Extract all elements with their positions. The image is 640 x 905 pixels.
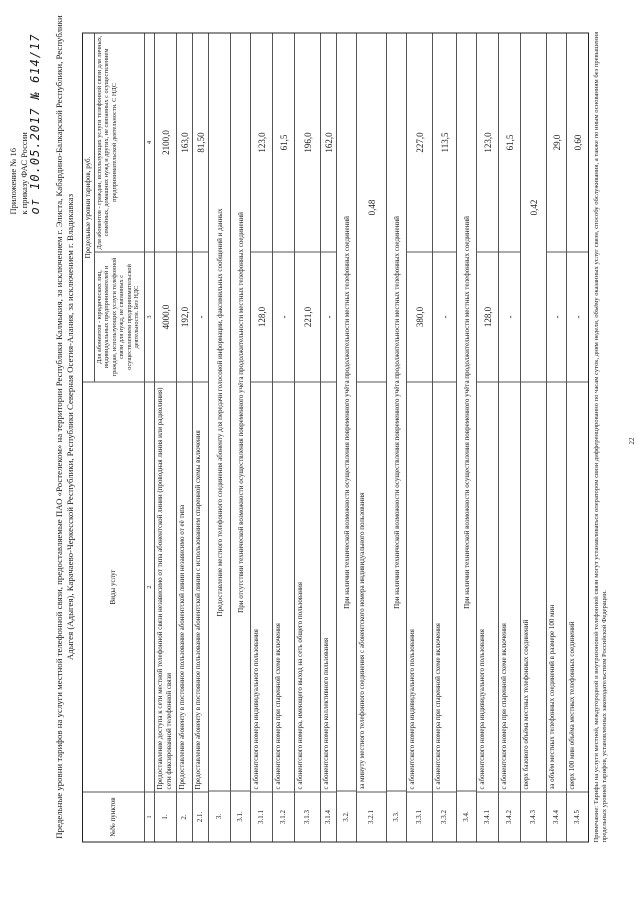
table-row <box>273 34 295 842</box>
row-name: с абонентского номера, имеющего выход на сеть общего пользования <box>295 382 320 792</box>
row-num: 3.1.1 <box>251 792 272 842</box>
row-value-b: 162,0 <box>323 132 334 153</box>
row-value-a: - <box>547 252 566 382</box>
row-value-a: - <box>193 252 208 382</box>
column-header-group: Предельные уровни тарифов, руб. <box>83 34 95 382</box>
row-value-a: - <box>499 252 520 382</box>
row-value-a: 380,0 <box>407 252 432 382</box>
row-value-b: 113,5 <box>439 132 450 153</box>
column-header-name: Виды услуг <box>83 382 144 792</box>
notes-paragraph: Примечание: Тарифы на услуги местной, междугородной и внутризоновой телефонной связи могут устанавливаться оператором связи дифференцированно по часам суток, дням недели, объёму оказанных услуг связи, способу обслуживания, а также по иным основаниям без превышения предельных уровней тарифов, установленных законодательством Российской Федерации. <box>593 31 608 843</box>
appendix-label: Приложение № 16 <box>8 148 18 215</box>
row-num: 3.4.2 <box>499 792 520 842</box>
row-value-b: 61,5 <box>278 134 289 151</box>
section-num: 3.3. <box>387 791 406 842</box>
column-index-3: 3 <box>145 252 154 382</box>
column-header-b: Для абонентов - граждан, использующих услуги телефонной связи для личных, семейных, домашних нужд и других, не связанных с осуществлением предпринимательской деятельности. С НДС <box>96 35 118 250</box>
section-band <box>209 34 231 842</box>
table-row <box>477 34 499 842</box>
section-num: 3.1. <box>231 791 250 842</box>
column-index-row <box>145 34 155 842</box>
section-num: 3. <box>209 791 230 842</box>
tariff-table <box>82 33 589 843</box>
row-name: Предоставление абоненту в постоянное пользование абонентской линии независимо от её типа <box>177 382 192 792</box>
row-value-b: 0,60 <box>572 134 583 151</box>
row-name: с абонентского номера индивидуального пользования <box>477 382 498 792</box>
row-name: за объём местных телефонных соединений в размере 100 мин <box>547 382 566 792</box>
section-band <box>457 34 477 842</box>
section-text: При наличии технической возможности осуществления повременного учёта продолжительности местных телефонных соединений <box>393 216 401 609</box>
row-value-a: 192,0 <box>177 252 192 382</box>
row-value-b: 123,0 <box>256 132 267 153</box>
section-band <box>231 34 251 842</box>
row-num: 3.3.2 <box>433 792 456 842</box>
row-name: за минуту местного телефонного соединения с абонентского номера индивидуального пользования <box>357 382 386 792</box>
row-num: 3.2.1 <box>357 792 386 842</box>
table-row <box>499 34 521 842</box>
row-name: с абонентского номера при спаренной схеме включения <box>273 382 294 792</box>
document-title: Предельные уровни тарифов на услуги местной телефонной связи, предоставляемые ПАО «Ростелеком» на территории Республики Калмыкия, за исключением г. Элиста, Кабардино-Балкарской Республики, Республики Адыгея (Адыгея), Карачаево-Черкесской Республики, Республики Северная Осетия-Алания, за исключением г. Владикавказ <box>54 15 75 839</box>
table-row <box>547 34 567 842</box>
row-name: с абонентского номера при спаренной схеме включения <box>499 382 520 792</box>
row-value-b: 123,0 <box>482 132 493 153</box>
table-row <box>177 34 193 842</box>
column-index-2: 2 <box>145 382 154 792</box>
table-row <box>193 34 209 842</box>
row-name: сверх базового объёма местных телефонных соединений <box>521 382 546 792</box>
column-index-4: 4 <box>146 140 153 145</box>
row-value-b: 61,5 <box>504 134 515 151</box>
section-band <box>337 34 357 842</box>
table-row <box>521 34 547 842</box>
row-num: 2. <box>177 792 192 842</box>
row-num: 3.4.1 <box>477 792 498 842</box>
row-num: 3.1.4 <box>321 792 336 842</box>
row-num: 3.1.2 <box>273 792 294 842</box>
row-name: Предоставление абоненту в постоянное пользование абонентской линии с использованием спаренной схемы включения <box>193 382 208 792</box>
row-num: 3.4.4 <box>547 792 566 842</box>
section-num: 3.4. <box>457 791 476 842</box>
page-number: 22 <box>628 437 636 445</box>
row-shared-value: 0,42 <box>528 199 539 216</box>
row-shared-value: 0,48 <box>366 199 377 216</box>
document-header <box>8 15 41 215</box>
row-num: 3.1.3 <box>295 792 320 842</box>
table-row <box>155 34 177 842</box>
column-header-a: Для абонентов - юридических лиц, индивидуальных предпринимателей и граждан, использующих услуги телефонной связи для нужд, не связанных с осуществлением предпринимательской деятельности. Без НДС <box>95 252 144 382</box>
section-text: При отсутствии технической возможности осуществления повременного учёта продолжительности местных телефонных соединений <box>237 212 245 613</box>
row-value-b: 227,0 <box>414 132 425 153</box>
row-num: 1. <box>155 792 176 842</box>
row-value-b: 196,0 <box>302 132 313 153</box>
row-value-a: - <box>433 252 456 382</box>
row-num: 2.1. <box>193 792 208 842</box>
row-value-a: 4000,0 <box>155 252 176 382</box>
table-row <box>251 34 273 842</box>
table-row <box>357 34 387 842</box>
table-row <box>567 34 588 842</box>
row-name: с абонентского номера индивидуального пользования <box>251 382 272 792</box>
order-label: к приказу ФАС России <box>19 132 29 215</box>
row-num: 3.3.1 <box>407 792 432 842</box>
row-value-a: - <box>321 252 336 382</box>
row-value-b: 163,0 <box>179 132 190 153</box>
column-header-num: №№ пунктов <box>83 792 144 842</box>
section-band <box>387 34 407 842</box>
table-row <box>433 34 457 842</box>
section-text: При наличии технической возможности осуществления повременного учёта продолжительности местных телефонных соединений <box>343 216 351 609</box>
section-num: 3.2. <box>337 791 356 842</box>
section-text: Предоставление местного телефонного соединения абоненту для передачи голосовой информации, факсимильных сообщений и данных <box>216 208 224 617</box>
row-value-b: 29,0 <box>551 134 562 151</box>
row-value-a: 221,0 <box>295 252 320 382</box>
row-value-b: 2100,0 <box>160 130 171 155</box>
order-date-number: от 10.05.2017 № 614/17 <box>28 33 42 215</box>
row-value-b: 81,50 <box>195 132 206 153</box>
row-name: сверх 100 мин объёма местных телефонных соединений <box>567 382 588 792</box>
row-num: 3.4.5 <box>567 792 588 842</box>
table-header-row <box>83 34 145 842</box>
row-name: с абонентского номера при спаренной схеме включения <box>433 382 456 792</box>
row-name: Предоставление доступа к сети местной телефонной связи независимо от типа абонентской линии (проводная линия или радиолиния) сети фиксированной телефонной связи <box>155 382 176 792</box>
row-value-a: - <box>567 252 588 382</box>
table-row <box>321 34 337 842</box>
table-row <box>407 34 433 842</box>
section-text: При наличии технической возможности осуществления повременного учёта продолжительности местных телефонных соединений <box>463 216 471 609</box>
row-value-a: 128,0 <box>251 252 272 382</box>
row-value-a: 128,0 <box>477 252 498 382</box>
row-num: 3.4.3 <box>521 792 546 842</box>
column-index-1: 1 <box>145 792 154 842</box>
row-name: с абонентского номера коллективного пользования <box>321 382 336 792</box>
row-value-a: - <box>273 252 294 382</box>
row-name: с абонентского номера индивидуального пользования <box>407 382 432 792</box>
table-row <box>295 34 321 842</box>
